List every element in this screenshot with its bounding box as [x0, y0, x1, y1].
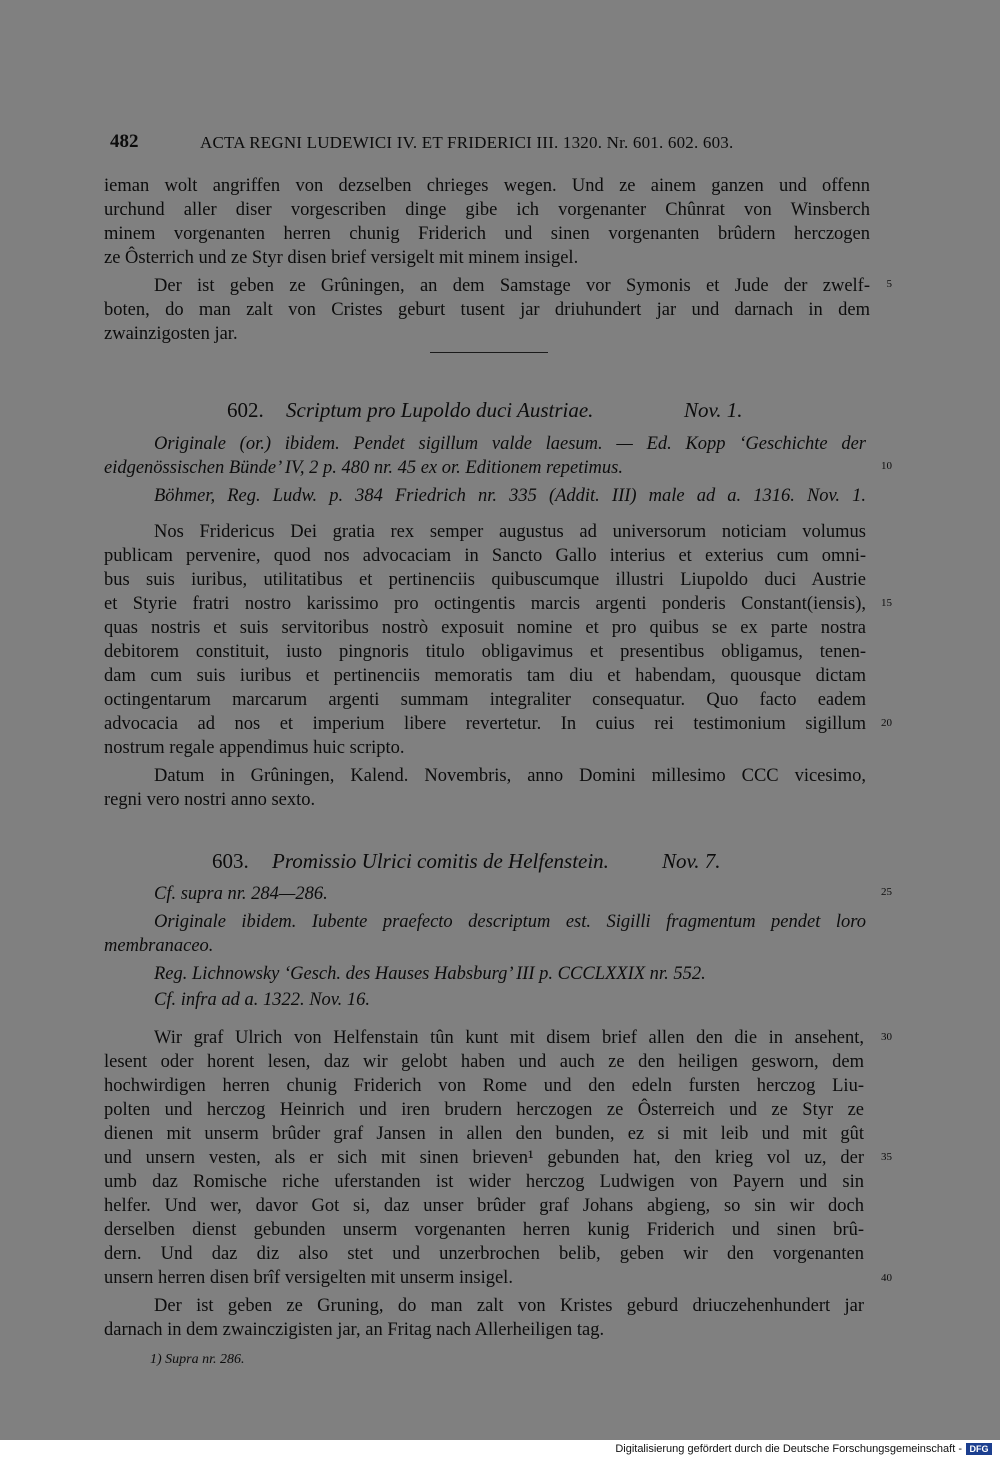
- text-line: unsern herren disen brîf versigelten mit unserm insigel.: [104, 1268, 513, 1288]
- text-line: polten und herczog Heinrich und iren brudern herczogen ze Ôsterreich und ze Styr ze: [104, 1100, 864, 1120]
- section-divider: [430, 352, 548, 353]
- text-line: helfer. Und wer, davor Got si, daz unser brûder graf Johans abgieng, so sin wir doch: [104, 1196, 864, 1216]
- margin-line-number: 40: [881, 1272, 892, 1284]
- margin-line-number: 10: [881, 460, 892, 472]
- margin-line-number: 15: [881, 597, 892, 609]
- apparatus-line: Originale (or.) ibidem. Pendet sigillum valde laesum. — Ed. Kopp ‘Geschichte der: [154, 434, 866, 454]
- running-title: ACTA REGNI LUDEWICI IV. ET FRIDERICI III. 1320. Nr. 601. 602. 603.: [200, 133, 734, 152]
- dating-line: boten, do man zalt von Cristes geburt tusent jar driuhundert jar und darnach in dem: [104, 300, 870, 320]
- page-number: 482: [110, 131, 139, 152]
- dating-line: regni vero nostri anno sexto.: [104, 790, 316, 810]
- doc-number: 602.: [227, 398, 264, 422]
- text-line: quas nostris et suis servitoribus nostrò exposuit nomine et pro quibus se ex parte nostra: [104, 618, 866, 638]
- doc-date: Nov. 7.: [662, 849, 721, 873]
- text-line: dienen mit unserm brûder graf Jansen in allen den bunden, ez si mit leib und mit gût: [104, 1124, 864, 1144]
- text-line: umb daz Romische riche uferstanden ist wider herczog Ludwigen von Payern und sin: [104, 1172, 864, 1192]
- dating-line: darnach in dem zwainczigisten jar, an Fritag nach Allerheiligen tag.: [104, 1320, 605, 1340]
- doc-number: 603.: [212, 849, 249, 873]
- dating-line: Datum in Grûningen, Kalend. Novembris, anno Domini millesimo CCC vicesimo,: [154, 766, 866, 786]
- funding-note: Digitalisierung gefördert durch die Deutsche Forschungsgemeinschaft -: [615, 1443, 962, 1455]
- text-line: Wir graf Ulrich von Helfenstain tûn kunt mit disem brief allen den die in ansehent,: [154, 1028, 864, 1048]
- text-line: minem vorgenanten herren chunig Friderich und sinen vorgenanten brûdern herczogen: [104, 224, 870, 244]
- apparatus-line: membranaceo.: [104, 936, 214, 956]
- text-line: debitorem constituit, iusto pingnoris titulo obligavimus et presentibus obligamus, tenen-: [104, 642, 866, 662]
- margin-line-number: 25: [881, 886, 892, 898]
- text-line: octingentarum marcarum argenti summam integraliter consequatur. Quo facto eadem: [104, 690, 866, 710]
- text-line: nostrum regale appendimus huic scripto.: [104, 738, 405, 758]
- dating-line: Der ist geben ze Gruning, do man zalt von Kristes geburd driuczehenhundert jar: [154, 1296, 864, 1316]
- doc-title: Scriptum pro Lupoldo duci Austriae.: [286, 398, 594, 422]
- text-line: ze Ôsterrich und ze Styr disen brief versigelt mit minem insigel.: [104, 248, 579, 268]
- apparatus-line: Cf. supra nr. 284—286.: [154, 884, 328, 904]
- apparatus-line: Cf. infra ad a. 1322. Nov. 16.: [154, 990, 371, 1010]
- apparatus-line: eidgenössischen Bünde’ IV, 2 p. 480 nr. 45 ex or. Editionem repetimus.: [104, 458, 623, 478]
- text-line: publicam pervenire, quod nos advocaciam in Sancto Gallo interius et exterius cum omni-: [104, 546, 866, 566]
- text-line: et Styrie fratri nostro karissimo pro octingentis marcis argenti ponderis Constant(iensis),: [104, 594, 866, 614]
- digitization-footer: [0, 1440, 1000, 1458]
- text-line: urchund aller diser vorgescriben dinge gibe ich vorgenanter Chûnrat von Winsberch: [104, 200, 870, 220]
- text-line: derselben dienst gebunden unserm vorgenanten herren kunig Friderich und sinen brû-: [104, 1220, 864, 1240]
- margin-line-number: 30: [881, 1031, 892, 1043]
- apparatus-line: Originale ibidem. Iubente praefecto descriptum est. Sigilli fragmentum pendet loro: [154, 912, 866, 932]
- dating-line: Der ist geben ze Grûningen, an dem Samstage vor Symonis et Jude der zwelf-: [154, 276, 870, 296]
- apparatus-line: Reg. Lichnowsky ‘Gesch. des Hauses Habsburg’ III p. CCCLXXIX nr. 552.: [154, 964, 706, 984]
- text-line: dern. Und daz diz also stet und unzerbrochen belib, geben wir den vorgenanten: [104, 1244, 864, 1264]
- dating-line: zwainzigosten jar.: [104, 324, 238, 344]
- dfg-logo: DFG: [966, 1443, 992, 1455]
- text-line: lesent oder horent lesen, daz wir gelobt haben und auch ze den heiligen gesworn, dem: [104, 1052, 864, 1072]
- doc-title: Promissio Ulrici comitis de Helfenstein.: [272, 849, 609, 873]
- text-line: ieman wolt angriffen von dezselben chrieges wegen. Und ze ainem ganzen und offenn: [104, 176, 870, 196]
- text-line: bus suis iuribus, utilitatibus et pertinenciis quibuscumque illustri Liupoldo duci Austrie: [104, 570, 866, 590]
- text-line: dam cum suis iuribus et pertinenciis memoratis tam diu et habendam, quousque dictam: [104, 666, 866, 686]
- text-line: advocacia ad nos et imperium libere revertetur. In cuius rei testimonium sigillum: [104, 714, 866, 734]
- apparatus-line: Böhmer, Reg. Ludw. p. 384 Friedrich nr. 335 (Addit. III) male ad a. 1316. Nov. 1.: [154, 486, 866, 506]
- margin-line-number: 5: [886, 278, 892, 290]
- margin-line-number: 35: [881, 1151, 892, 1163]
- text-line: Nos Fridericus Dei gratia rex semper augustus ad universorum noticiam volumus: [154, 522, 866, 542]
- text-line: und unsern vesten, als er sich mit sinen brieven¹ gebunden hat, den krieg vol uz, der: [104, 1148, 864, 1168]
- footnote: 1) Supra nr. 286.: [150, 1352, 245, 1367]
- doc-date: Nov. 1.: [684, 398, 743, 422]
- text-line: hochwirdigen herren chunig Friderich von Rome und den edeln fursten herczog Liu-: [104, 1076, 864, 1096]
- margin-line-number: 20: [881, 717, 892, 729]
